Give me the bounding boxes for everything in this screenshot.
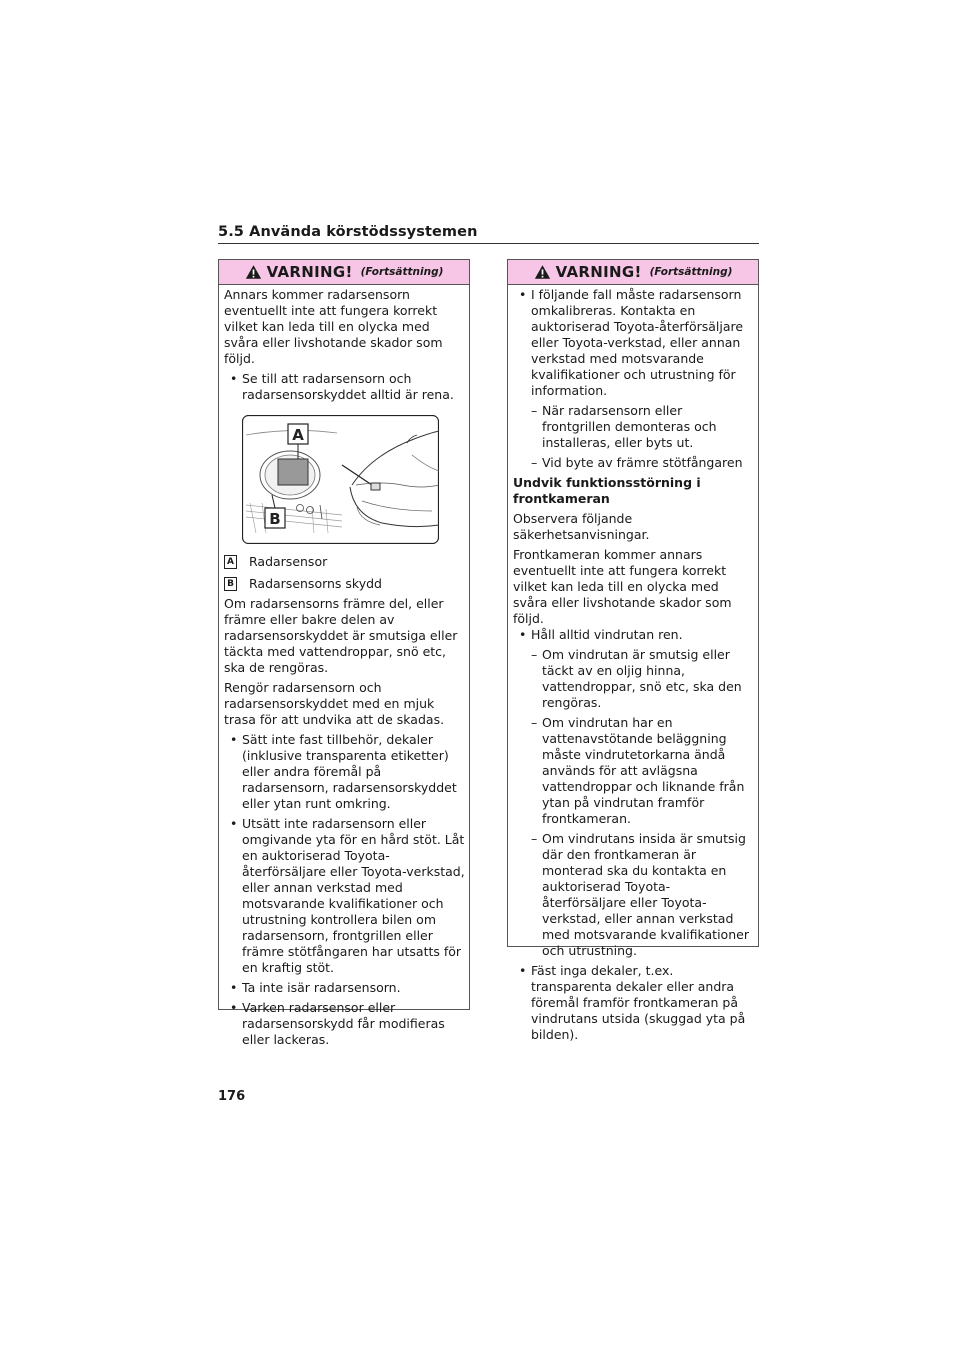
sub-list-item: – Om vindrutans insida är smutsig där den frontkameran är monterad ska du kontakta en auktoriserad Toyota-återförsäljare eller Toyota-verkstad, eller annan verkstad med motsvarande kvalifikationer och utrustning. (531, 831, 749, 958)
sub-list-item: – Vid byte av främre stötfångaren (531, 455, 743, 470)
list-item: • Utsätt inte radarsensorn eller omgivande yta för en hård stöt. Låt en auktoriserad Toyota-återförsäljare eller Toyota-verkstad, eller annan verkstad med motsvarande kvalifikationer och utrustning kontrollera bilen om radarsensorn, frontgrillen eller främre stötfångaren har utsatts för en kraftig stöt. (230, 816, 465, 975)
list-item: • Se till att radarsensorn och radarsensorskyddet alltid är rena. (230, 371, 454, 402)
sub-list-item: – Om vindrutan är smutsig eller täckt av en oljig hinna, vattendroppar, snö etc, ska den rengöras. (531, 647, 742, 710)
list-item: • I följande fall måste radarsensorn omkalibreras. Kontakta en auktoriserad Toyota-återförsäljare eller Toyota-verkstad, eller annan verkstad med motsvarande kvalifikationer och utrustning för information. (519, 287, 744, 398)
warning-continued: (Fortsättning) (360, 266, 444, 278)
intro-paragraph: Annars kommer radarsensorn eventuellt inte att fungera korrekt vilket kan leda till en olycka med svåra eller livshotande skador som följd. (224, 287, 443, 366)
legend-item-a (224, 554, 465, 570)
paragraph: Rengör radarsensorn och radarsensorskyddet med en mjuk trasa för att undvika att de skadas. (224, 680, 445, 727)
section-title: 5.5 Använda körstödssystemen (218, 224, 478, 240)
list-item: • Håll alltid vindrutan ren. (519, 627, 683, 642)
paragraph: Om radarsensorns främre del, eller främre eller bakre delen av radarsensorskyddet är smutsiga eller täckta med vattendroppar, snö etc, ska de rengöras. (224, 596, 458, 675)
warning-header-left (219, 260, 469, 285)
legend-text: Radarsensor (249, 554, 328, 569)
list-item: • Fäst inga dekaler, t.ex. transparenta dekaler eller andra föremål framför frontkameran på vindrutans utsida (skuggad yta på bilden). (519, 963, 746, 1042)
legend-key: A (224, 555, 237, 569)
radar-sensor-figure (242, 415, 439, 544)
warning-triangle-icon (245, 264, 262, 280)
list-item: • Varken radarsensor eller radarsensorskydd får modifieras eller lackeras. (230, 1000, 445, 1047)
warning-continued: (Fortsättning) (649, 266, 733, 278)
sub-list-item: – Om vindrutan har en vattenavstötande beläggning måste vindrutetorkarna ändå används för att avlägsna vattendroppar och liknande från ytan på vindrutan framför frontkameran. (531, 715, 745, 826)
paragraph: Frontkameran kommer annars eventuellt inte att fungera korrekt vilket kan leda till en olycka med svåra eller livshotande skador som följd. (513, 547, 732, 626)
legend-key: B (224, 577, 237, 591)
warning-label: VARNING! (266, 263, 353, 281)
list-item: • Sätt inte fast tillbehör, dekaler (inklusive transparenta etiketter) eller andra föremål på radarsensorn, radarsensorskyddet eller ytan runt omkring. (230, 732, 457, 811)
page-number: 176 (218, 1089, 246, 1104)
warning-label: VARNING! (555, 263, 642, 281)
label-a: A (292, 426, 304, 444)
warning-box-left (218, 259, 470, 1047)
legend-item-b (224, 576, 465, 592)
paragraph: Observera följande säkerhetsanvisningar. (513, 511, 650, 542)
label-b: B (269, 510, 281, 528)
list-item: • Ta inte isär radarsensorn. (230, 980, 401, 995)
warning-triangle-icon (534, 264, 551, 280)
warning-box-right (507, 259, 759, 1042)
section-heading: Undvik funktionsstörning i frontkameran (513, 475, 701, 506)
header-divider (218, 243, 759, 244)
warning-header-right (508, 260, 758, 285)
legend-text: Radarsensorns skydd (249, 576, 382, 591)
sub-list-item: – När radarsensorn eller frontgrillen demonteras och installeras, eller byts ut. (531, 403, 717, 450)
